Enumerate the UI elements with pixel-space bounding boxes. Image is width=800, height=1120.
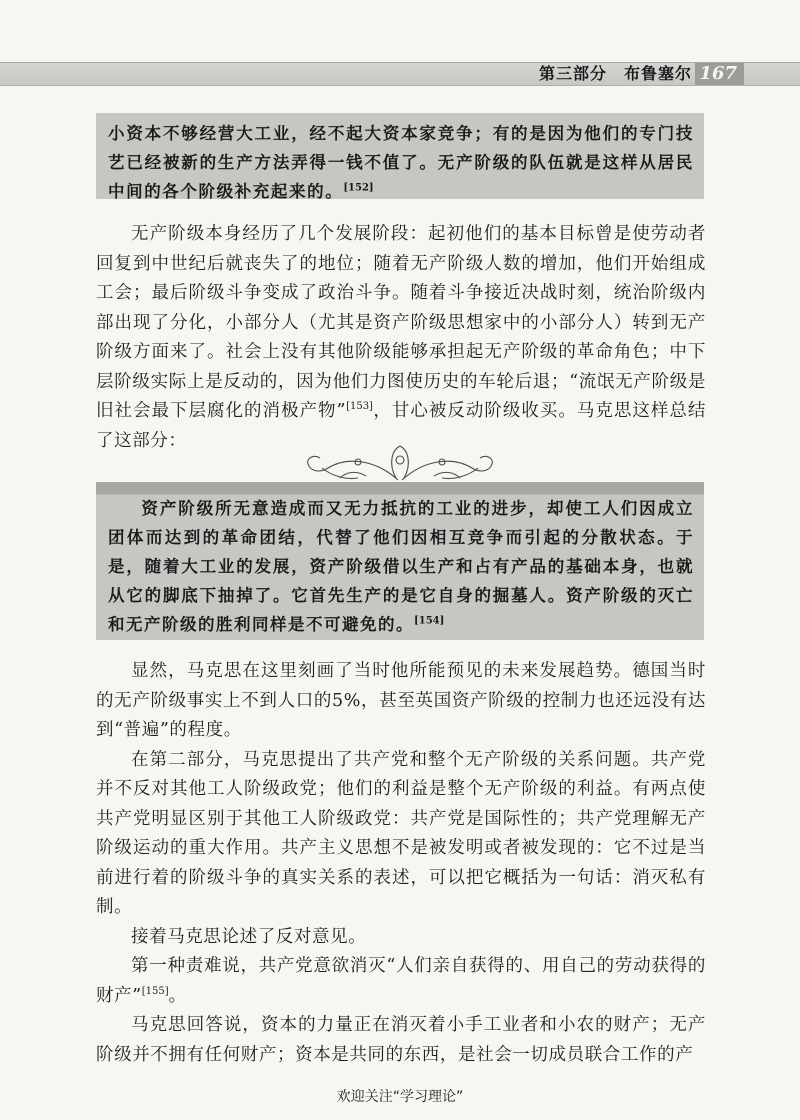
paragraph-text: ，甘心被反动阶级收买。马克思这样总结了这部分： [96,401,706,451]
paragraph: 接着马克思论述了反对意见。 [131,926,367,947]
decorative-flourish-ornament [96,440,704,488]
footnote-ref: [153] [346,401,373,413]
paragraph [96,220,706,456]
footnote-ref: [152] [343,182,374,194]
quote-text: 资产阶级所无意造成而又无力抵抗的工业的进步，却使工人们因成立团体而达到的革命团结，代替了他们因相互竞争而引起的分散状态。于是，随着大工业的发展，资产阶级借以生产和占有产品的基础本身，也就从它的脚底下抽掉了。它首先生产的是它自身的掘墓人。资产阶级的灭亡和无产阶级的胜利同样是不可避免的。 [108,499,694,634]
footnote-ref: [155] [141,985,169,997]
paragraph-text: 。 [168,985,187,1006]
paragraph: 在第二部分，马克思提出了共产党和整个无产阶级的关系问题。共产党并不反对其他工人阶级政党；他们的利益是整个无产阶级的利益。有两点使共产党明显区别于其他工人阶级政党：共产党是国际性的；共产党理解无产阶级运动的重大作用。共产主义思想不是被发明或者被发现的：它不过是当前进行着的阶级斗争的真实关系的表述，可以把它概括为一句话：消灭私有制。 [96,749,706,917]
paragraph-text: 第一种责难说，共产党意欲消灭“人们亲自获得的、用自己的劳动获得的财产” [96,956,706,1006]
paragraph: 显然，马克思在这里刻画了当时他所能预见的未来发展趋势。德国当时的无产阶级事实上不到人口的5%，甚至英国资产阶级的控制力也还远没有达到“普遍”的程度。 [96,661,706,740]
paragraph-text: 无产阶级本身经历了几个发展阶段：起初他们的基本目标曾是使劳动者回复到中世纪后就丧失了的地位；随着无产阶级人数的增加，他们开始组成工会；最后阶级斗争变成了政治斗争。随着斗争接近决战时刻，统治阶级内部出现了分化，小部分人（尤其是资产阶级思想家中的小部分人）转到无产阶级方面来了。社会上没有其他阶级能够承担起无产阶级的革命角色；中下层阶级实际上是反动的，因为他们力图使历史的车轮后退；“流氓无产阶级是旧社会最下层腐化的消极产物” [96,224,706,421]
running-header-section-title: 第三部分 布鲁塞尔 [538,64,692,83]
quote-text: 小资本不够经营大工业，经不起大资本家竞争；有的是因为他们的专门技艺已经被新的生产方法弄得一钱不值了。无产阶级的队伍就是这样从居民中间的各个阶级补充起来的。 [108,124,694,201]
block-quote-2 [96,484,704,640]
block-quote-1 [96,113,704,199]
footnote-ref: [154] [414,615,445,627]
page-number: 167 [695,63,744,85]
paragraph: 马克思回答说，资本的力量正在消灭着小手工业者和小农的财产；无产阶级并不拥有任何财产；资本是共同的东西，是社会一切成员联合工作的产 [96,1015,706,1065]
paragraph [96,952,706,1011]
body-text-section-1 [96,220,706,456]
body-text-section-2 [96,657,706,1070]
page-footer: 欢迎关注“学习理论” [336,1089,464,1105]
